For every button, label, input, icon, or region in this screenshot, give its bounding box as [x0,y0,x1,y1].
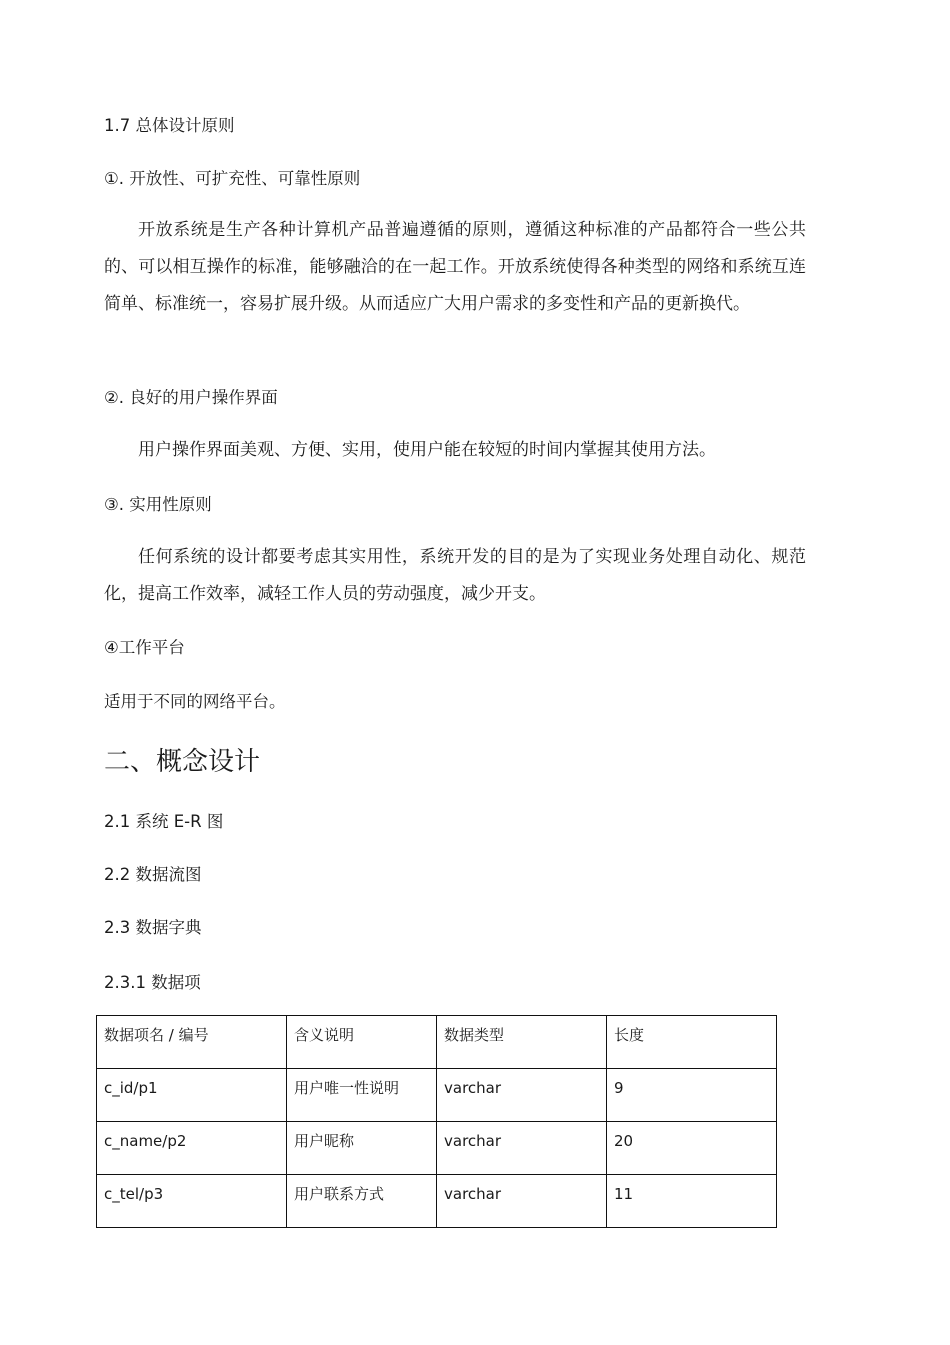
table-cell: varchar [437,1069,607,1122]
section-heading-2-3: 2.3 数据字典 [104,918,202,937]
table-cell: 用户唯一性说明 [287,1069,437,1122]
table-row [97,1175,777,1228]
principle-2-title: ②. 良好的用户操作界面 [104,388,278,407]
table-cell: 11 [607,1175,777,1228]
header-cell: 数据项名 / 编号 [97,1016,287,1069]
section-heading-2-2: 2.2 数据流图 [104,865,202,884]
table-header-row [97,1016,777,1069]
section-heading-1-7: 1.7 总体设计原则 [104,116,235,135]
table-cell: varchar [437,1175,607,1228]
section-heading-2-1: 2.1 系统 E-R 图 [104,812,224,831]
principle-3-title: ③. 实用性原则 [104,495,212,514]
principle-4-text: 适用于不同的网络平台。 [104,692,286,711]
header-cell: 数据类型 [437,1016,607,1069]
table-cell: varchar [437,1122,607,1175]
principle-1-title: ①. 开放性、可扩充性、可靠性原则 [104,169,361,188]
chapter-2-title: 二、概念设计 [104,747,261,777]
header-cell: 长度 [607,1016,777,1069]
table-cell: c_name/p2 [97,1122,287,1175]
table-cell: c_tel/p3 [97,1175,287,1228]
principle-3-body [104,539,806,613]
principle-1-body [104,212,806,323]
principle-4-title: ④工作平台 [104,638,185,657]
table-cell: c_id/p1 [97,1069,287,1122]
table-row [97,1069,777,1122]
section-heading-2-3-1: 2.3.1 数据项 [104,973,201,992]
table-row [97,1122,777,1175]
table-cell: 20 [607,1122,777,1175]
table-cell: 9 [607,1069,777,1122]
header-cell: 含义说明 [287,1016,437,1069]
principle-1-text: 开放系统是生产各种计算机产品普遍遵循的原则，遵循这种标准的产品都符合一些公共的、可以相互操作的标准，能够融洽的在一起工作。开放系统使得各种类型的网络和系统互连简单、标准统一，容易扩展升级。从而适应广大用户需求的多变性和产品的更新换代。 [104,220,806,314]
table-cell: 用户昵称 [287,1122,437,1175]
principle-2-text: 用户操作界面美观、方便、实用，使用户能在较短的时间内掌握其使用方法。 [138,440,716,460]
data-items-table [96,1015,777,1228]
principle-2-body [104,432,806,469]
principle-3-text: 任何系统的设计都要考虑其实用性，系统开发的目的是为了实现业务处理自动化、规范化，提高工作效率，减轻工作人员的劳动强度，减少开支。 [104,547,806,604]
table-cell: 用户联系方式 [287,1175,437,1228]
